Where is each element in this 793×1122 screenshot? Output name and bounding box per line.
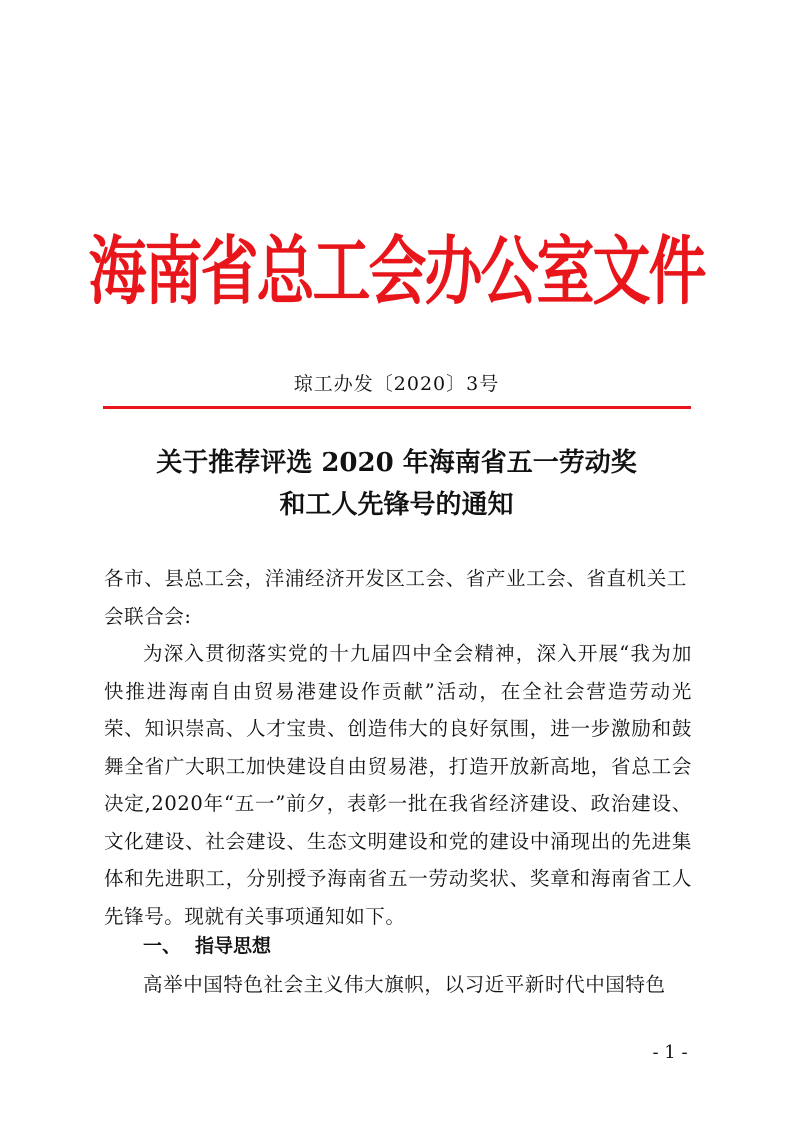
section-heading-guiding-ideology [143, 928, 271, 964]
page-number: - 1 - [652, 1042, 688, 1063]
title-line-1: 关于推荐评选 2020 年海南省五一劳动奖 [156, 448, 637, 478]
document-title [0, 442, 793, 526]
addressee: 各市、县总工会，洋浦经济开发区工会、省产业工会、省直机关工会联合会: [104, 567, 687, 628]
body-paragraph-2: 高举中国特色社会主义伟大旗帜，以习近平新时代中国特色 [143, 973, 666, 996]
body-paragraph-1: 为深入贯彻落实党的十九届四中全会精神，深入开展“我为加快推进海南自由贸易港建设作贡献”活动，在全社会营造劳动光荣、知识崇高、人才宝贵、创造伟大的良好氛围，进一步激励和鼓舞全省广大职工加快建设自由贸易港，打造开放新高地，省总工会决定,2020年“五一”前夕，表彰一批在我省经济建设、政治建设、文化建设、社会建设、生态文明建设和党的建设中涌现出的先进集体和先进职工，分别授予海南省五一劳动奖状、奖章和海南省工人先锋号。现就有关事项通知如下。 [104, 642, 692, 928]
section-number: 一、 [143, 935, 182, 957]
document-masthead: 海南省总工会办公室文件 [88, 227, 705, 315]
document-number: 琼工办发〔2020〕3号 [293, 373, 500, 395]
section-title: 指导思想 [195, 935, 272, 957]
red-divider-line [103, 406, 691, 409]
title-line-2: 和工人先锋号的通知 [279, 490, 514, 520]
